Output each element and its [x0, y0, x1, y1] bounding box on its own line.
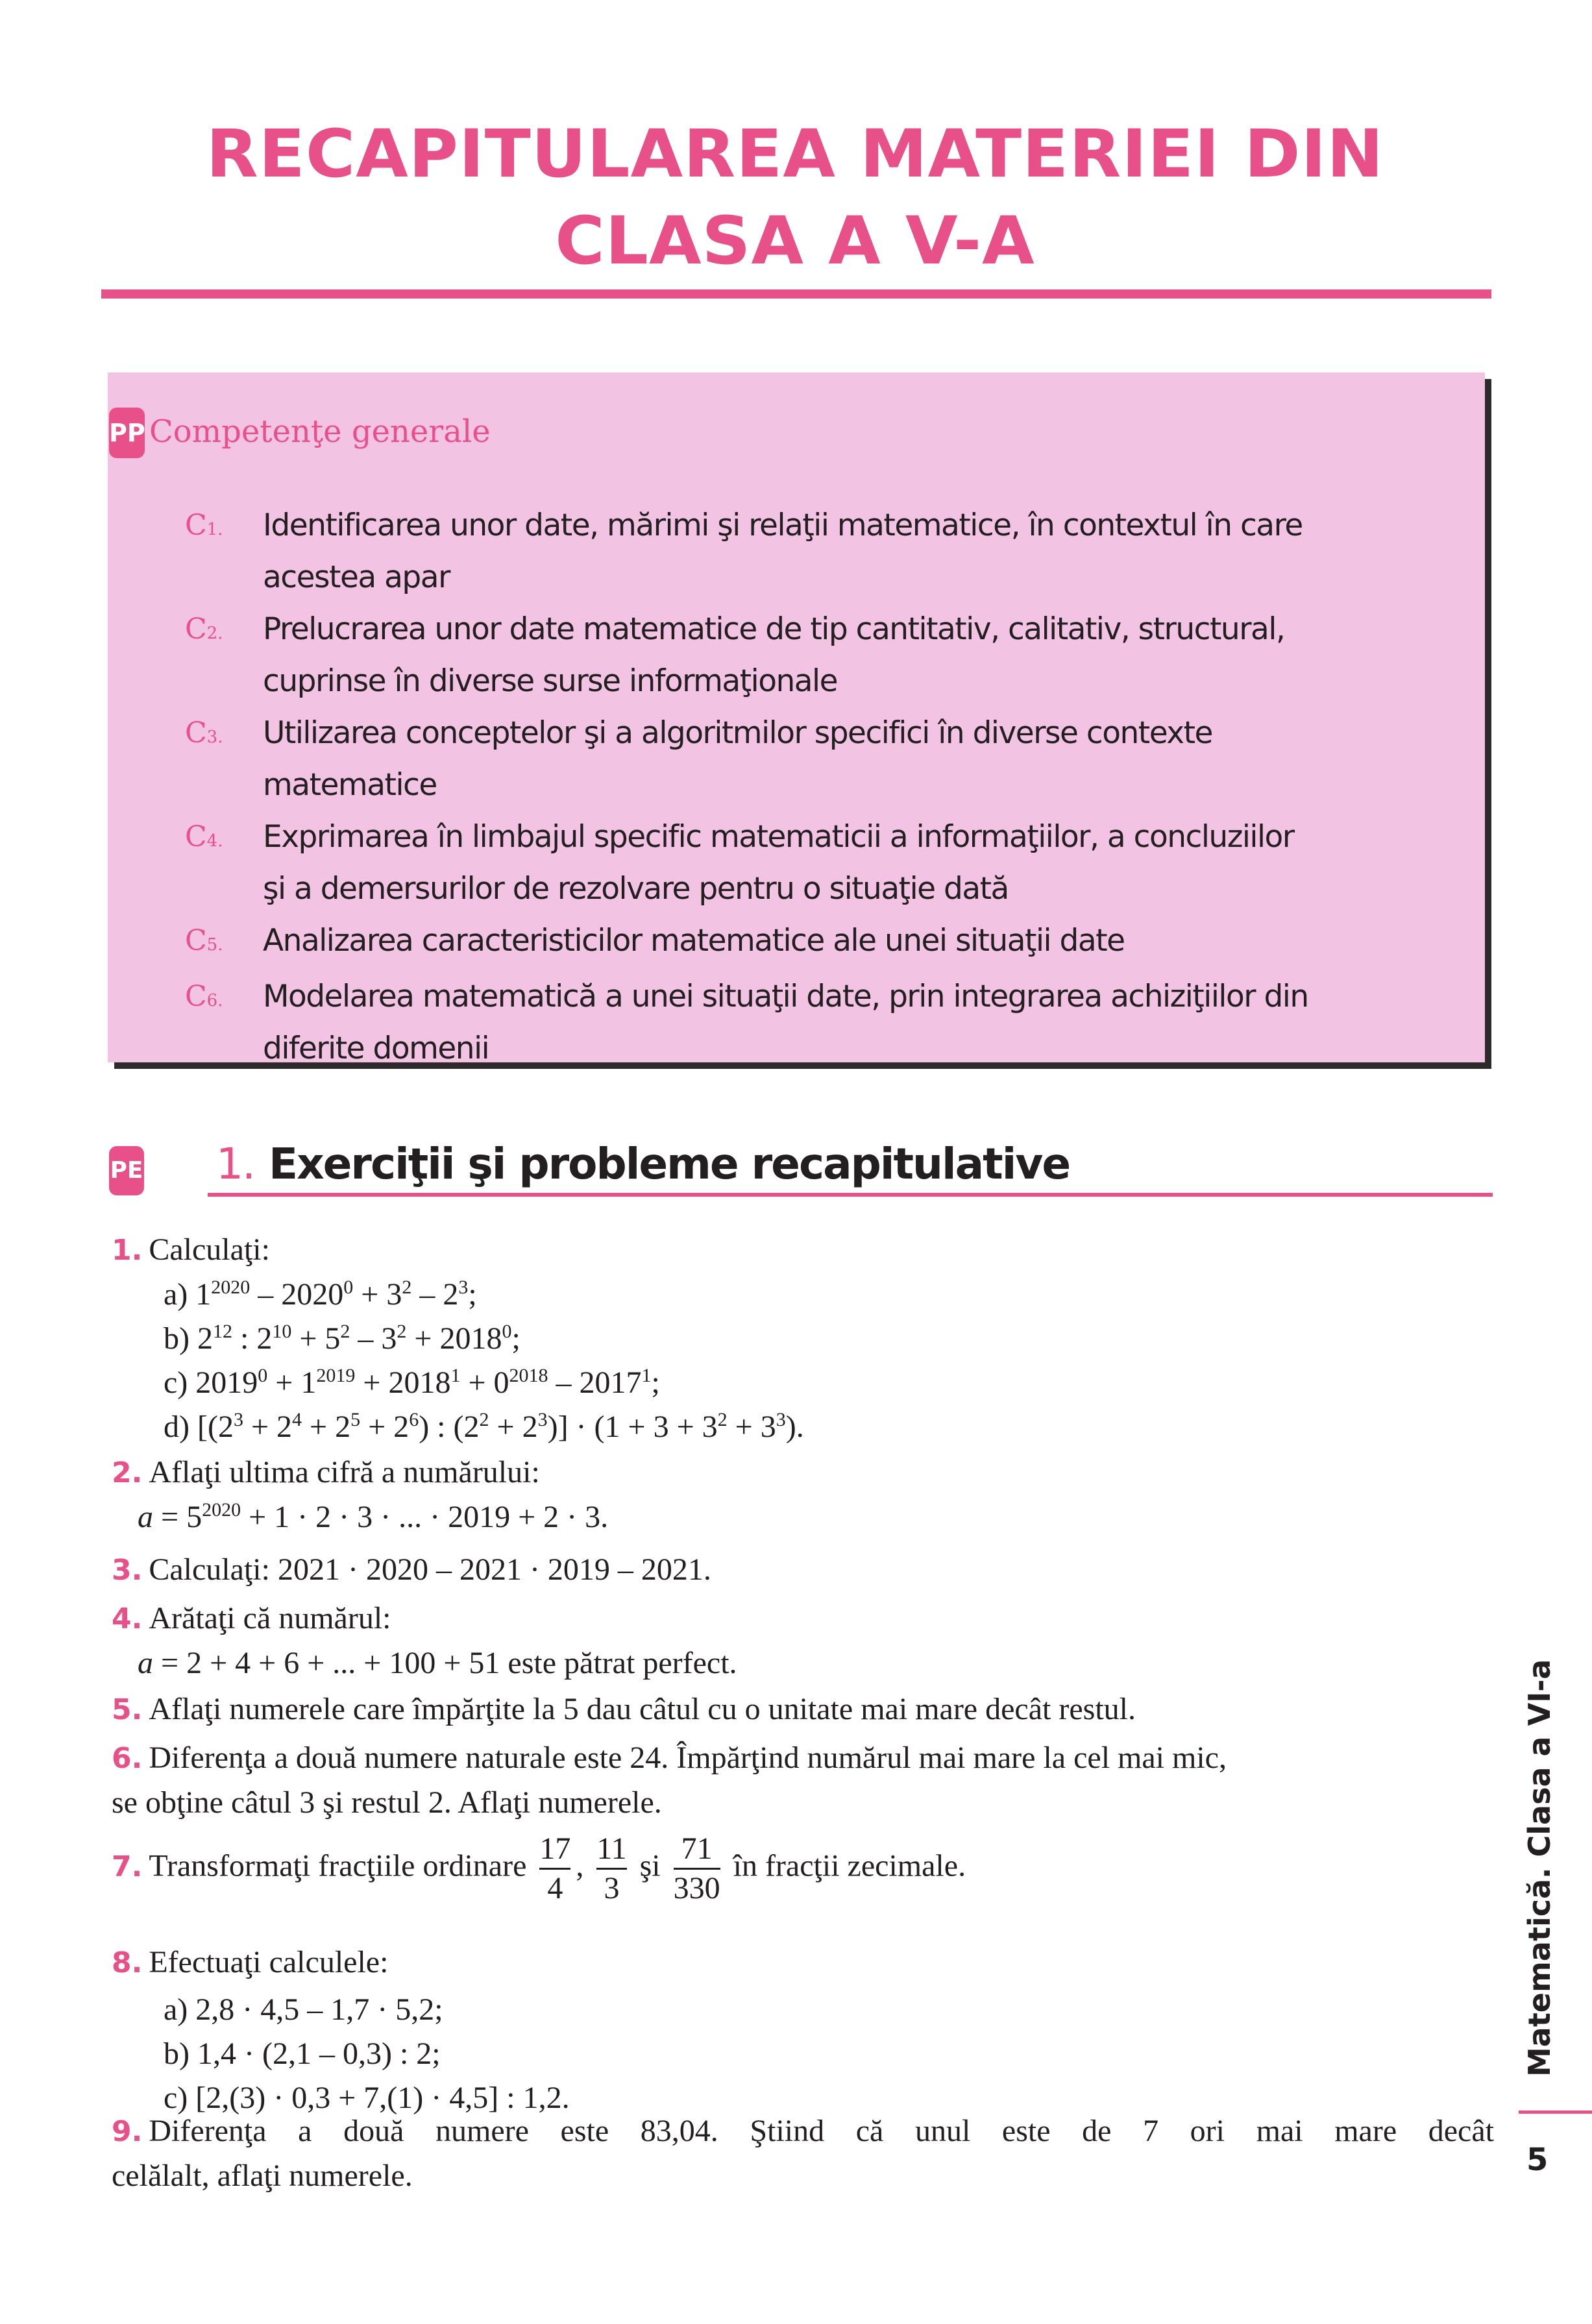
exercise-number: 1.: [112, 1234, 143, 1267]
fraction: $\frac{11}{3}$: [596, 1831, 627, 1905]
exercise-1b: b) $2^{12}$ : $2^{10} + 5^2 - 3^2 + 2018^0$;: [164, 1321, 520, 1356]
fraction: $\frac{17}{4}$: [539, 1831, 571, 1905]
exercise-number: 4.: [112, 1602, 143, 1635]
exercise-8c: c) [2,(3) · 0,3 + 7,(1) · 4,5] : 1,2.: [164, 2081, 570, 2115]
fraction: $\frac{71}{330}$: [673, 1831, 720, 1905]
section-title-text: Exerciţii şi probleme recapitulative: [268, 1139, 1070, 1189]
exercise-1d: d) [$(2^3 + 2^4 + 2^5 + 2^6)$ : $(2^2 + 2^3)] \cdot (1 + 3 + 3^2 + 3^3)$.: [164, 1409, 804, 1444]
pe-badge: PE: [109, 1146, 144, 1195]
competencies-heading: Competenţe generale: [149, 413, 491, 450]
exercise-3: [112, 1548, 711, 1593]
competency-item: [185, 604, 1476, 707]
exercise-number: 5.: [112, 1693, 143, 1726]
exercise-prompt: Aflaţi ultima cifră a numărului:: [149, 1455, 540, 1489]
competency-code: C6.: [185, 980, 223, 1013]
competency-item: [185, 707, 1476, 811]
exercise-9: [112, 2109, 1494, 2198]
competency-code: C1.: [185, 509, 223, 542]
page-title-line-1: RECAPITULAREA MATERIEI DIN: [206, 116, 1384, 193]
exercise-number: 6.: [112, 1742, 143, 1775]
exercise-number: 8.: [112, 1946, 143, 1979]
section-number: 1.: [216, 1139, 254, 1189]
footer-divider: [1519, 2110, 1592, 2114]
exercise-prompt-line-1: Diferenţa a două numere este 83,04. Ştiind că unul este de 7 ori mai mare decât: [149, 2114, 1494, 2148]
competency-item: [185, 971, 1476, 1075]
exercise-prompt: Transformaţi fracţiile ordinare: [149, 1848, 527, 1883]
competency-text: Utilizarea conceptelor şi a algoritmilor specifici în diverse contexte matematice: [263, 715, 1212, 803]
exercise-5: [112, 1687, 1136, 1732]
section-title: [216, 1132, 1070, 1197]
exercise-4-expression: a = 2 + 4 + 6 + ... + 100 + 51 este pătrat perfect.: [138, 1646, 737, 1680]
exercise-2: [112, 1450, 608, 1539]
competency-item: [185, 811, 1476, 915]
exercise-number: 7.: [112, 1850, 143, 1883]
competencies-list: [185, 500, 1476, 1075]
competency-item: [185, 915, 1476, 971]
exercise-4: [112, 1596, 737, 1685]
page-title-line-2: CLASA A V-A: [555, 202, 1035, 280]
exercise-1c: c) $2019^0 + 1^{2019} + 2018^1 + 0^{2018} - 2017^1$;: [164, 1365, 660, 1400]
exercise-8a: a) 2,8 · 4,5 – 1,7 · 5,2;: [164, 1992, 443, 2027]
competency-code: C4.: [185, 820, 223, 853]
exercise-prompt: Calculaţi: 2021 · 2020 – 2021 · 2019 – 2021.: [149, 1552, 711, 1587]
exercise-prompt-line-1: Diferenţa a două numere naturale este 24. Împărţind numărul mai mare la cel mai mic,: [149, 1741, 1227, 1775]
competency-code: C5.: [185, 924, 223, 957]
pp-badge: PP: [109, 408, 145, 458]
competency-text: Analizarea caracteristicilor matematice ale unei situaţii date: [263, 923, 1125, 959]
exercise-prompt-line-2: se obţine câtul 3 şi restul 2. Aflaţi numerele.: [112, 1785, 662, 1820]
exercise-number: 9.: [112, 2115, 143, 2148]
competency-item: [185, 500, 1476, 604]
exercise-number: 2.: [112, 1456, 143, 1489]
exercise-number: 3.: [112, 1554, 143, 1587]
competency-code: C3.: [185, 716, 223, 750]
exercise-8b: b) 1,4 · (2,1 – 0,3) : 2;: [164, 2037, 441, 2071]
exercise-1a: a) $1^{2020} - 2020^0 + 3^2 - 2^3$;: [164, 1277, 477, 1312]
competency-text: Modelarea matematică a unei situaţii date, prin integrarea achiziţiilor din diferite domenii: [263, 979, 1308, 1066]
exercise-prompt: Calculaţi:: [149, 1232, 270, 1267]
exercise-6: [112, 1736, 1227, 1825]
exercise-prompt-line-2: celălalt, aflaţi numerele.: [112, 2159, 413, 2193]
section-divider: [208, 1193, 1493, 1197]
exercise-prompt: Arătaţi că numărul:: [149, 1601, 391, 1635]
competency-text: Prelucrarea unor date matematice de tip cantitativ, calitativ, structural, cuprinse în diverse surse informaţionale: [263, 611, 1285, 699]
exercise-8: [112, 1940, 570, 2120]
exercise-1: [112, 1228, 804, 1449]
competency-text: Exprimarea în limbajul specific matematicii a informaţiilor, a concluziilor şi a demersurilor de rezolvare pentru o situaţie dată: [263, 819, 1294, 907]
exercise-7: 7. Transformaţi fracţiile ordinare $\frac{17}{4}$ , $\frac{11}{3}$ şi $\frac{71}{330}$ în fracţii zecimale.: [112, 1830, 966, 1907]
exercise-prompt: Aflaţi numerele care împărţite la 5 dau câtul cu o unitate mai mare decât restul.: [149, 1692, 1136, 1726]
title-divider: [101, 289, 1491, 299]
exercise-prompt: Efectuaţi calculele:: [149, 1945, 389, 1979]
competency-text: Identificarea unor date, mărimi şi relaţii matematice, în contextul în care acestea apar: [263, 508, 1303, 595]
page-number: 5: [1526, 2142, 1549, 2178]
competency-code: C2.: [185, 613, 223, 646]
exercise-2-expression: $a = 5^{2020} + 1 \cdot 2 \cdot 3$ · ... · 2019 + 2 · 3.: [138, 1499, 609, 1534]
book-title-side: Matematică. Clasa a VI-a: [1522, 1659, 1557, 2077]
